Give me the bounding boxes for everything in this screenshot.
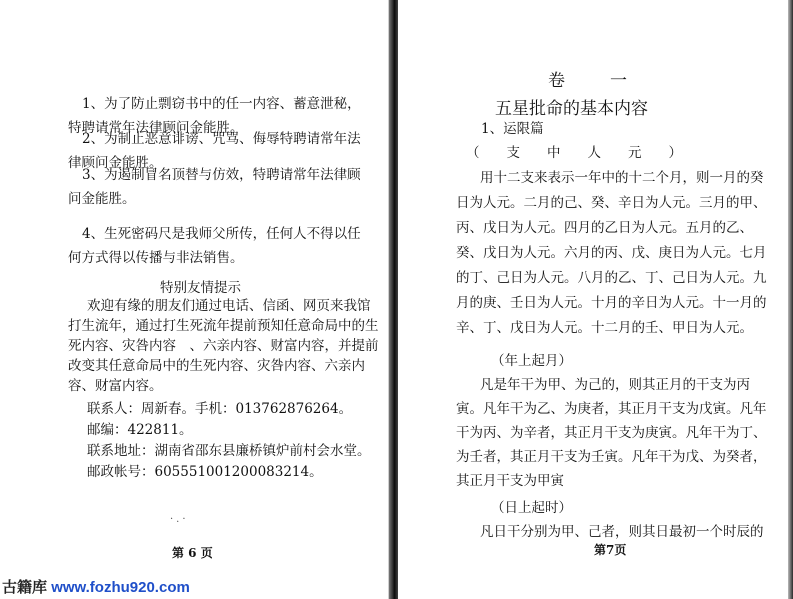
chapter-heading: 卷 一: [548, 71, 641, 91]
notice-line-5: 容、财富内容。: [68, 378, 163, 394]
contact-person: 联系人：周新春。手机：013762876264。: [87, 401, 353, 417]
para2-line-3: 干为丙、为辛者，其正月干支为庚寅。凡年干为丁、: [456, 425, 767, 441]
legal-para-4-line-1: 4、生死密码尺是我师父所传，任何人不得以任: [82, 226, 361, 242]
para1-line-2: 日为人元。二月的己、癸、辛日为人元。三月的甲、: [456, 195, 767, 211]
section-heading: 1、运限篇: [481, 121, 544, 137]
notice-line-2: 打生流年，通过打生死流年提前预知任意命局中的生: [68, 318, 379, 334]
para1-line-7: 辛、丁、戊日为人元。十二月的壬、甲日为人元。: [456, 320, 753, 336]
legal-para-4-line-2: 何方式得以传播与非法销售。: [68, 250, 244, 266]
chapter-title: 五星批命的基本内容: [495, 99, 648, 119]
left-page-number: 第 6 页: [172, 546, 213, 560]
para2-line-4: 为壬者，其正月干支为壬寅。凡年干为戊、为癸者，: [456, 449, 767, 465]
para2-line-2: 寅。凡年干为乙、为庚者，其正月干支为戊寅。凡年: [456, 401, 767, 417]
legal-para-1-line-1: 1、为了防止剽窃书中的任一内容、蓄意泄秘，: [82, 96, 361, 112]
notice-line-1: 欢迎有缘的朋友们通过电话、信函、网页来我馆: [87, 298, 371, 314]
para2-line-5: 其正月干支为甲寅: [456, 473, 564, 489]
legal-para-3-line-1: 3、为遏制冒名顶替与仿效，特聘请常年法律顾: [82, 167, 361, 183]
contact-postal-account: 邮政帐号：605551001200083214。: [87, 464, 323, 480]
right-page-number: 第7页: [594, 543, 627, 557]
legal-para-3-line-2: 问金能胜。: [68, 191, 136, 207]
notice-line-4: 改变其任意命局中的生死内容、灾咎内容、六亲内: [68, 358, 365, 374]
legal-para-1-line-2: 特聘请常年法律顾问金能胜。: [68, 120, 244, 136]
left-page: [0, 0, 389, 599]
notice-line-3: 死内容、灾咎内容 、六亲内容、财富内容，并提前: [68, 338, 379, 354]
para1-line-1: 用十二支来表示一年中的十二个月，则一月的癸: [480, 170, 764, 186]
day-heading: （日上起时）: [491, 500, 572, 516]
contact-postcode: 邮编：422811。: [87, 422, 193, 438]
para3-line-1: 凡日干分别为甲、己者，则其日最初一个时辰的: [480, 524, 764, 540]
right-page: [398, 0, 793, 599]
watermark-site-name: 古籍库: [2, 579, 48, 596]
para1-line-4: 癸、戊日为人元。六月的丙、戊、庚日为人元。七月: [456, 245, 767, 261]
legal-para-2-line-2: 律顾问金能胜。: [68, 155, 163, 171]
subsection-heading: （ 支 中 人 元 ）: [466, 145, 682, 161]
contact-address: 联系地址：湖南省邵东县廉桥镇炉前村会水堂。: [87, 443, 371, 459]
para1-line-6: 月的庚、壬日为人元。十月的辛日为人元。十一月的: [456, 295, 767, 311]
watermark: [0, 577, 227, 599]
para1-line-3: 丙、戊日为人元。四月的乙日为人元。五月的乙、: [456, 220, 753, 236]
right-page-edge: [788, 0, 793, 599]
year-heading: （年上起月）: [491, 353, 572, 369]
watermark-url: www.fozhu920.com: [51, 579, 190, 596]
dots-mark: ·.·: [170, 514, 189, 525]
para1-line-5: 的丁、己日为人元。八月的乙、丁、己日为人元。九: [456, 270, 767, 286]
para2-line-1: 凡是年干为甲、为己的，则其正月的干支为丙: [480, 377, 750, 393]
notice-title: 特别友情提示: [160, 280, 241, 296]
book-spine: [389, 0, 398, 599]
legal-para-2-line-1: 2、为制止恶意诽谤、咒骂、侮辱特聘请常年法: [82, 131, 361, 147]
